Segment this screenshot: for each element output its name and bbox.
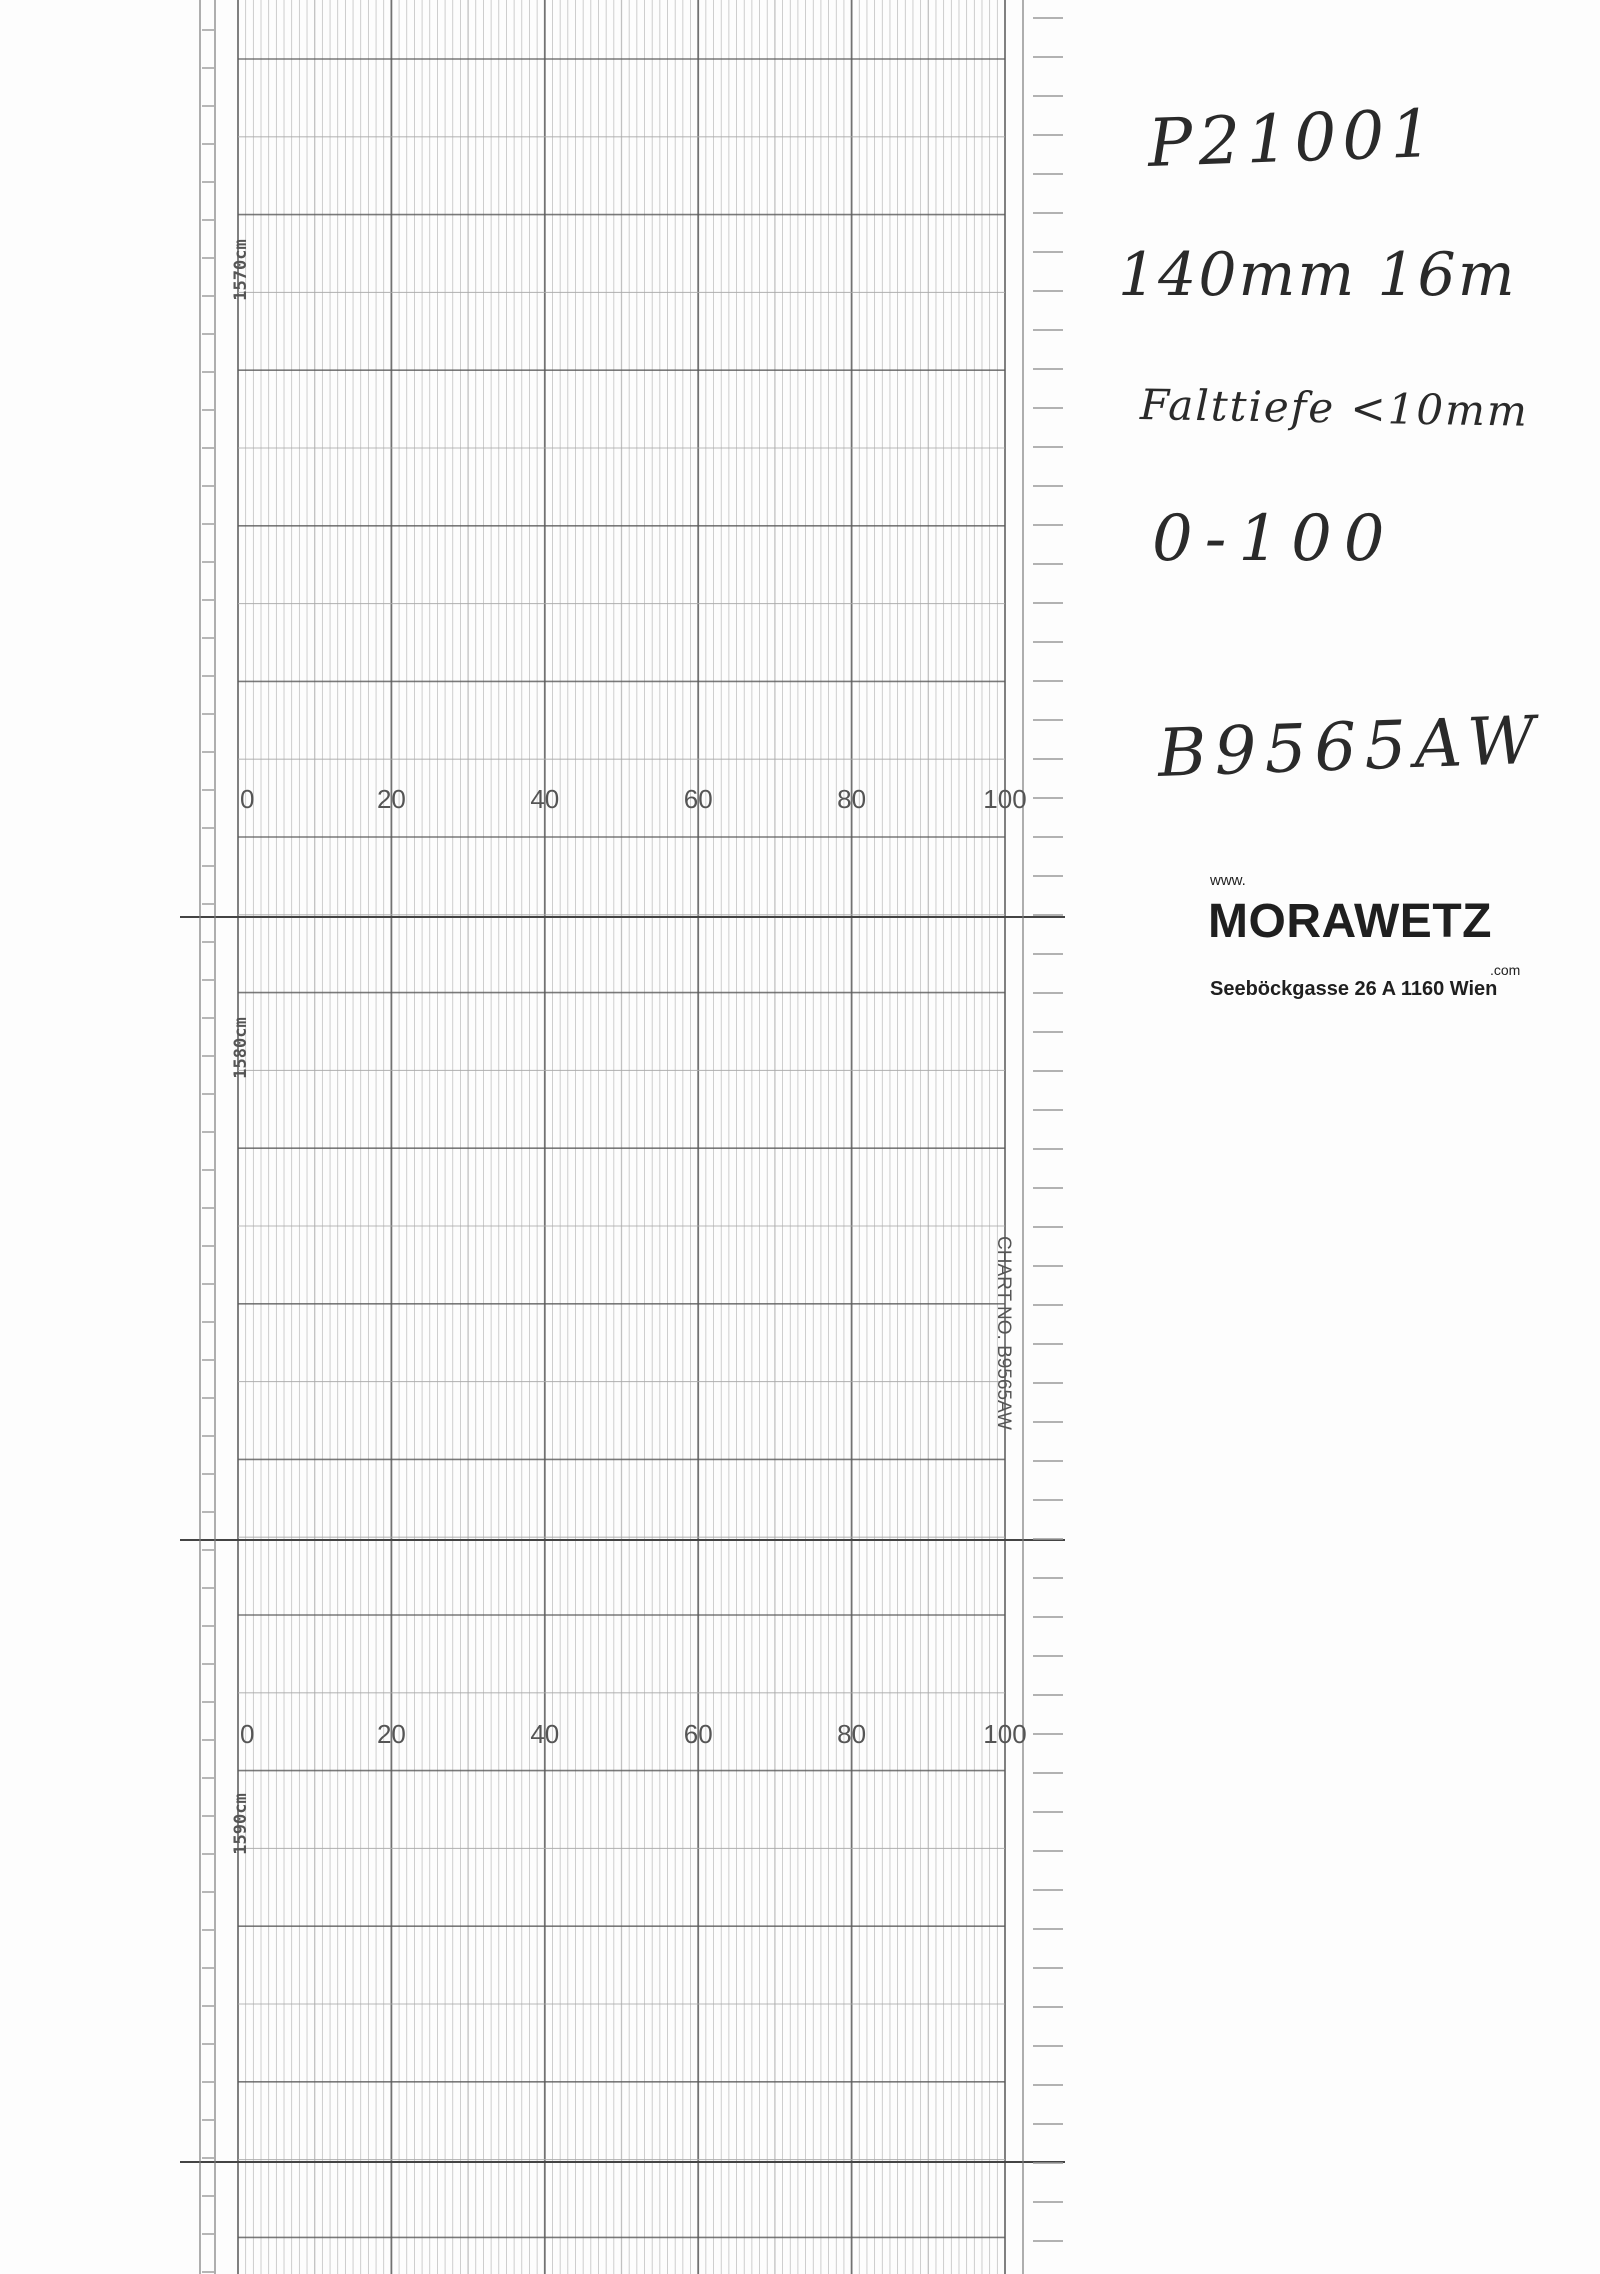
depth-mark-label: 1570cm: [231, 239, 251, 301]
chart-depth-marks: [231, 239, 251, 1854]
handwritten-range-note: 0-100: [1152, 502, 1397, 576]
tick-label: 0: [240, 1719, 255, 1749]
chart-horizontal-grid: [180, 59, 1065, 2237]
tick-label: 40: [530, 784, 560, 814]
depth-mark-label: 1580cm: [231, 1017, 251, 1079]
tick-label: 60: [683, 784, 713, 814]
handwritten-order-number: P21001: [1146, 94, 1440, 182]
tick-label: 60: [683, 1719, 713, 1749]
logo-name: MORAWETZ: [1208, 895, 1492, 948]
tick-label: 40: [530, 1719, 560, 1749]
chart-tick-labels: [240, 784, 1027, 1749]
tick-label: 20: [376, 1719, 406, 1749]
logo-suffix: .com: [1490, 962, 1521, 978]
tick-label: 20: [376, 784, 406, 814]
chart-vertical-grid: [238, 0, 1005, 2274]
tick-label: 80: [837, 784, 867, 814]
handwritten-size-note: 140mm 16m: [1118, 240, 1517, 310]
handwritten-chart-code: B9565AW: [1156, 701, 1545, 792]
tick-label: 0: [240, 784, 255, 814]
depth-mark-label: 1590cm: [231, 1793, 251, 1855]
logo-prefix: www.: [1210, 872, 1246, 889]
tick-label: 100: [983, 1719, 1027, 1749]
tick-label: 100: [983, 784, 1027, 814]
chart-number-label: CHART NO. B9565AW: [993, 1236, 1014, 1430]
handwritten-fold-depth-note: Falttiefe <10mm: [1139, 380, 1530, 436]
tick-label: 80: [837, 1719, 867, 1749]
company-address: Seeböckgasse 26 A 1160 Wien: [1210, 978, 1498, 1000]
chart-border-lines: [200, 0, 1063, 2274]
